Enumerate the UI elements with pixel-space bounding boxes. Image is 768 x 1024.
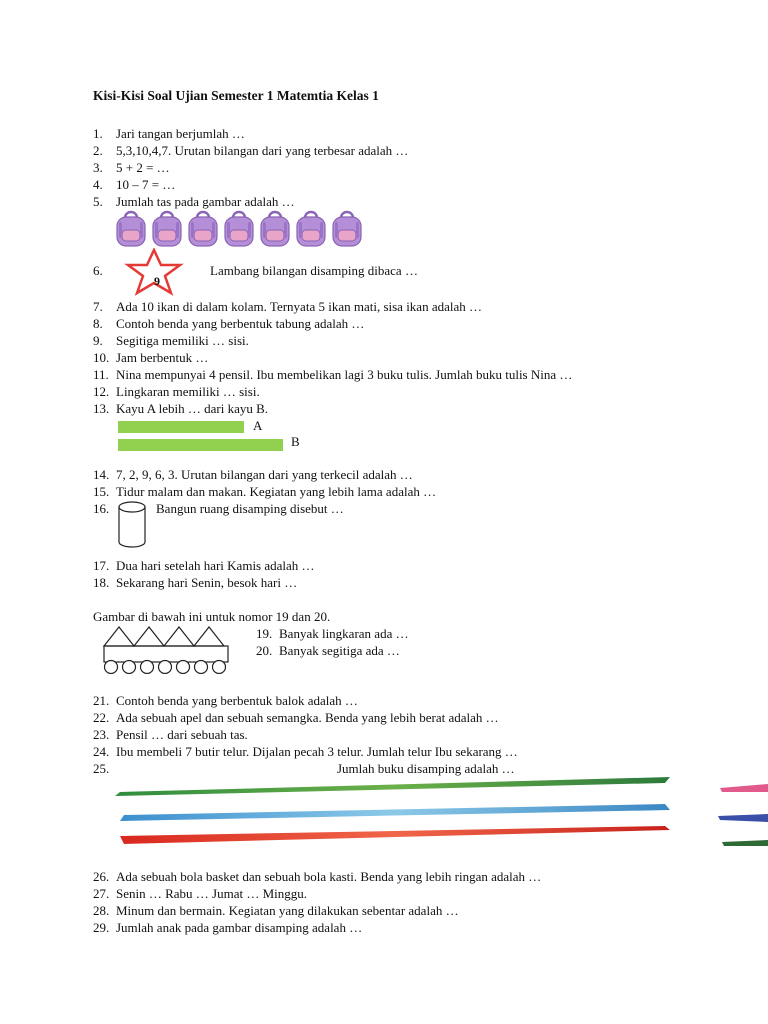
list-item: 19. Banyak lingkaran ada … [256, 626, 409, 641]
list-item: 29. Jumlah anak pada gambar disamping adalah … [93, 920, 363, 935]
bag-icon [258, 208, 292, 248]
list-item: 7. Ada 10 ikan di dalam kolam. Ternyata 5 ikan mati, sisa ikan adalah … [93, 299, 482, 314]
list-item-text: Bangun ruang disamping disebut … [156, 501, 344, 516]
list-item: 11. Nina mempunyai 4 pensil. Ibu membelikan lagi 3 buku tulis. Jumlah buku tulis Nina … [93, 367, 573, 382]
list-item: 1. Jari tangan berjumlah … [93, 126, 245, 141]
list-item: 27. Senin … Rabu … Jumat … Minggu. [93, 886, 308, 901]
bag-icon [222, 208, 256, 248]
list-item-number: 25. [93, 761, 110, 776]
bar-b [118, 439, 283, 451]
houses-figure [102, 624, 232, 674]
books-figure [110, 772, 768, 852]
list-item-number: 6. [93, 263, 103, 278]
list-item: 22. Ada sebuah apel dan sebuah semangka. Benda yang lebih berat adalah … [93, 710, 499, 725]
list-item: 2. 5,3,10,4,7. Urutan bilangan dari yang terbesar adalah … [93, 143, 409, 158]
list-item: 12. Lingkaran memiliki … sisi. [93, 384, 260, 399]
list-item-text: Lambang bilangan disamping dibaca … [210, 263, 418, 278]
list-item: 5. Jumlah tas pada gambar adalah … [93, 194, 295, 209]
list-item: 3. 5 + 2 = … [93, 160, 170, 175]
bag-icon [150, 208, 184, 248]
list-item: 18. Sekarang hari Senin, besok hari … [93, 575, 298, 590]
bag-icon [186, 208, 220, 248]
list-item: 15. Tidur malam dan makan. Kegiatan yang lebih lama adalah … [93, 484, 437, 499]
list-item: 10. Jam berbentuk … [93, 350, 209, 365]
list-item: 24. Ibu membeli 7 butir telur. Dijalan pecah 3 telur. Jumlah telur Ibu sekarang … [93, 744, 518, 759]
list-item: 8. Contoh benda yang berbentuk tabung adalah … [93, 316, 365, 331]
bag-icon [114, 208, 148, 248]
list-item: 23. Pensil … dari sebuah tas. [93, 727, 248, 742]
list-item: 20. Banyak segitiga ada … [256, 643, 400, 658]
list-item: 21. Contoh benda yang berbentuk balok adalah … [93, 693, 358, 708]
bar-a [118, 421, 244, 433]
list-item-text: Jumlah buku disamping adalah … [337, 761, 515, 776]
page-title: Kisi-Kisi Soal Ujian Semester 1 Matemtia Kelas 1 [93, 88, 379, 103]
bar-a-label: A [253, 418, 263, 433]
list-item: 26. Ada sebuah bola basket dan sebuah bola kasti. Benda yang lebih ringan adalah … [93, 869, 542, 884]
bar-b-label: B [291, 434, 300, 449]
list-item: 14. 7, 2, 9, 6, 3. Urutan bilangan dari yang terkecil adalah … [93, 467, 413, 482]
list-item: 4. 10 – 7 = … [93, 177, 176, 192]
list-item: 17. Dua hari setelah hari Kamis adalah … [93, 558, 315, 573]
list-item-number: 16. [93, 501, 110, 516]
bag-icon [330, 208, 364, 248]
cylinder-icon [117, 500, 147, 550]
list-item: 28. Minum dan bermain. Kegiatan yang dilakukan sebentar adalah … [93, 903, 459, 918]
list-item: 9. Segitiga memiliki … sisi. [93, 333, 249, 348]
section-intro: Gambar di bawah ini untuk nomor 19 dan 20. [93, 609, 331, 624]
star-number: 9 [154, 274, 160, 288]
bag-icon [294, 208, 328, 248]
list-item: 13. Kayu A lebih … dari kayu B. [93, 401, 269, 416]
